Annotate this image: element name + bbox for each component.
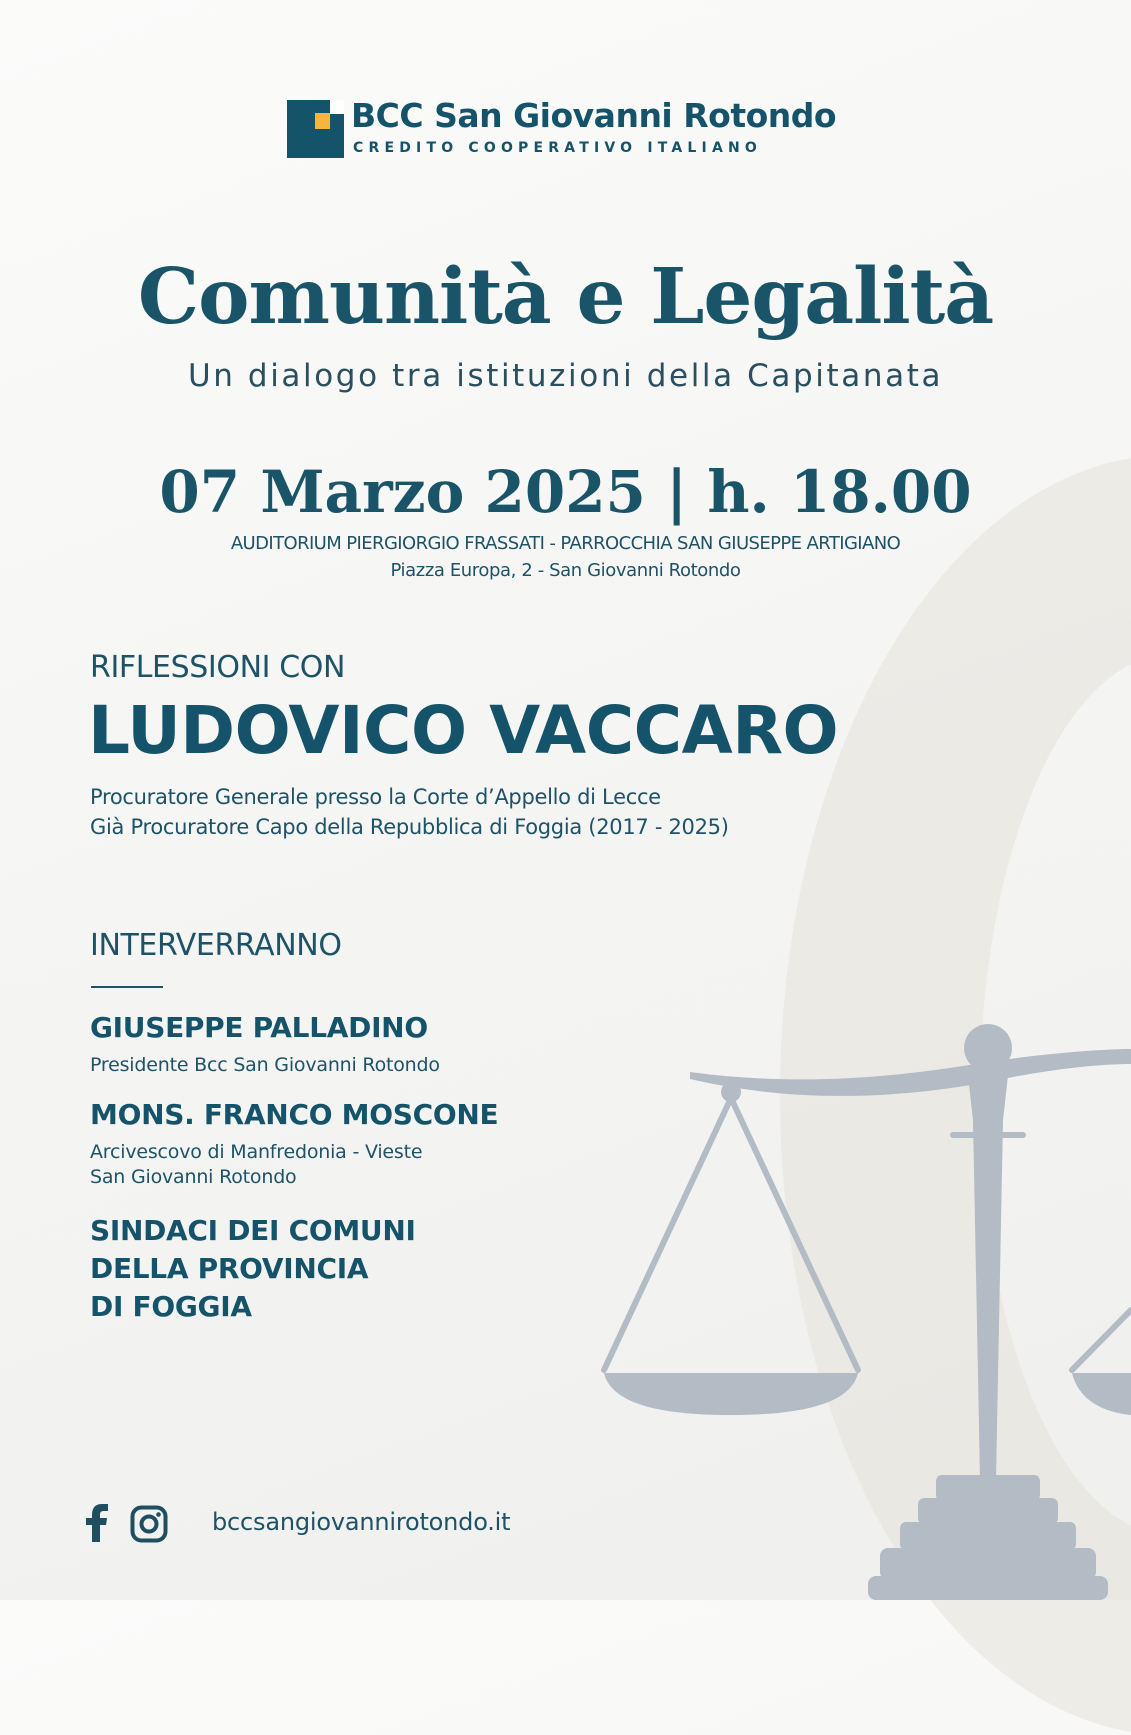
speaker-name: GIUSEPPE PALLADINO [90,1011,428,1044]
event-title: Comunità e Legalità [137,252,994,342]
keynote-label: RIFLESSIONI CON [90,650,345,685]
speaker-name: MONS. FRANCO MOSCONE [90,1098,499,1131]
mayors-heading [90,1212,416,1326]
speakers-label: INTERVERRANNO [90,928,342,963]
mayors-line: SINDACI DEI COMUNI [90,1214,416,1247]
mayors-line: DELLA PROVINCIA [90,1252,369,1285]
facebook-icon[interactable] [86,1504,110,1542]
event-datetime: 07 Marzo 2025 | h. 18.00 [159,458,972,526]
bank-logo [287,96,847,162]
logo-name: BCC San Giovanni Rotondo [351,96,837,135]
event-address: Piazza Europa, 2 - San Giovanni Rotondo [390,560,741,581]
instagram-icon[interactable] [130,1505,168,1543]
speaker-role: Presidente Bcc San Giovanni Rotondo [90,1054,440,1076]
section-divider [91,986,163,988]
logo-mark-icon [287,100,344,158]
scales-of-justice-icon [590,1010,1131,1600]
event-subtitle: Un dialogo tra istituzioni della Capitanata [187,358,944,394]
logo-tagline: CREDITO COOPERATIVO ITALIANO [353,140,763,156]
website-link[interactable]: bccsangiovannirotondo.it [212,1508,511,1536]
event-venue: AUDITORIUM PIERGIORGIO FRASSATI - PARROCCHIA SAN GIUSEPPE ARTIGIANO [230,533,901,554]
mayors-line: DI FOGGIA [90,1290,252,1323]
speaker-role: San Giovanni Rotondo [90,1166,297,1188]
speaker-role: Arcivescovo di Manfredonia - Vieste [90,1141,423,1163]
keynote-role-line: Procuratore Generale presso la Corte d’Appello di Lecce [90,785,661,809]
keynote-role-line: Già Procuratore Capo della Repubblica di Foggia (2017 - 2025) [90,815,729,839]
keynote-name: LUDOVICO VACCARO [88,692,839,769]
